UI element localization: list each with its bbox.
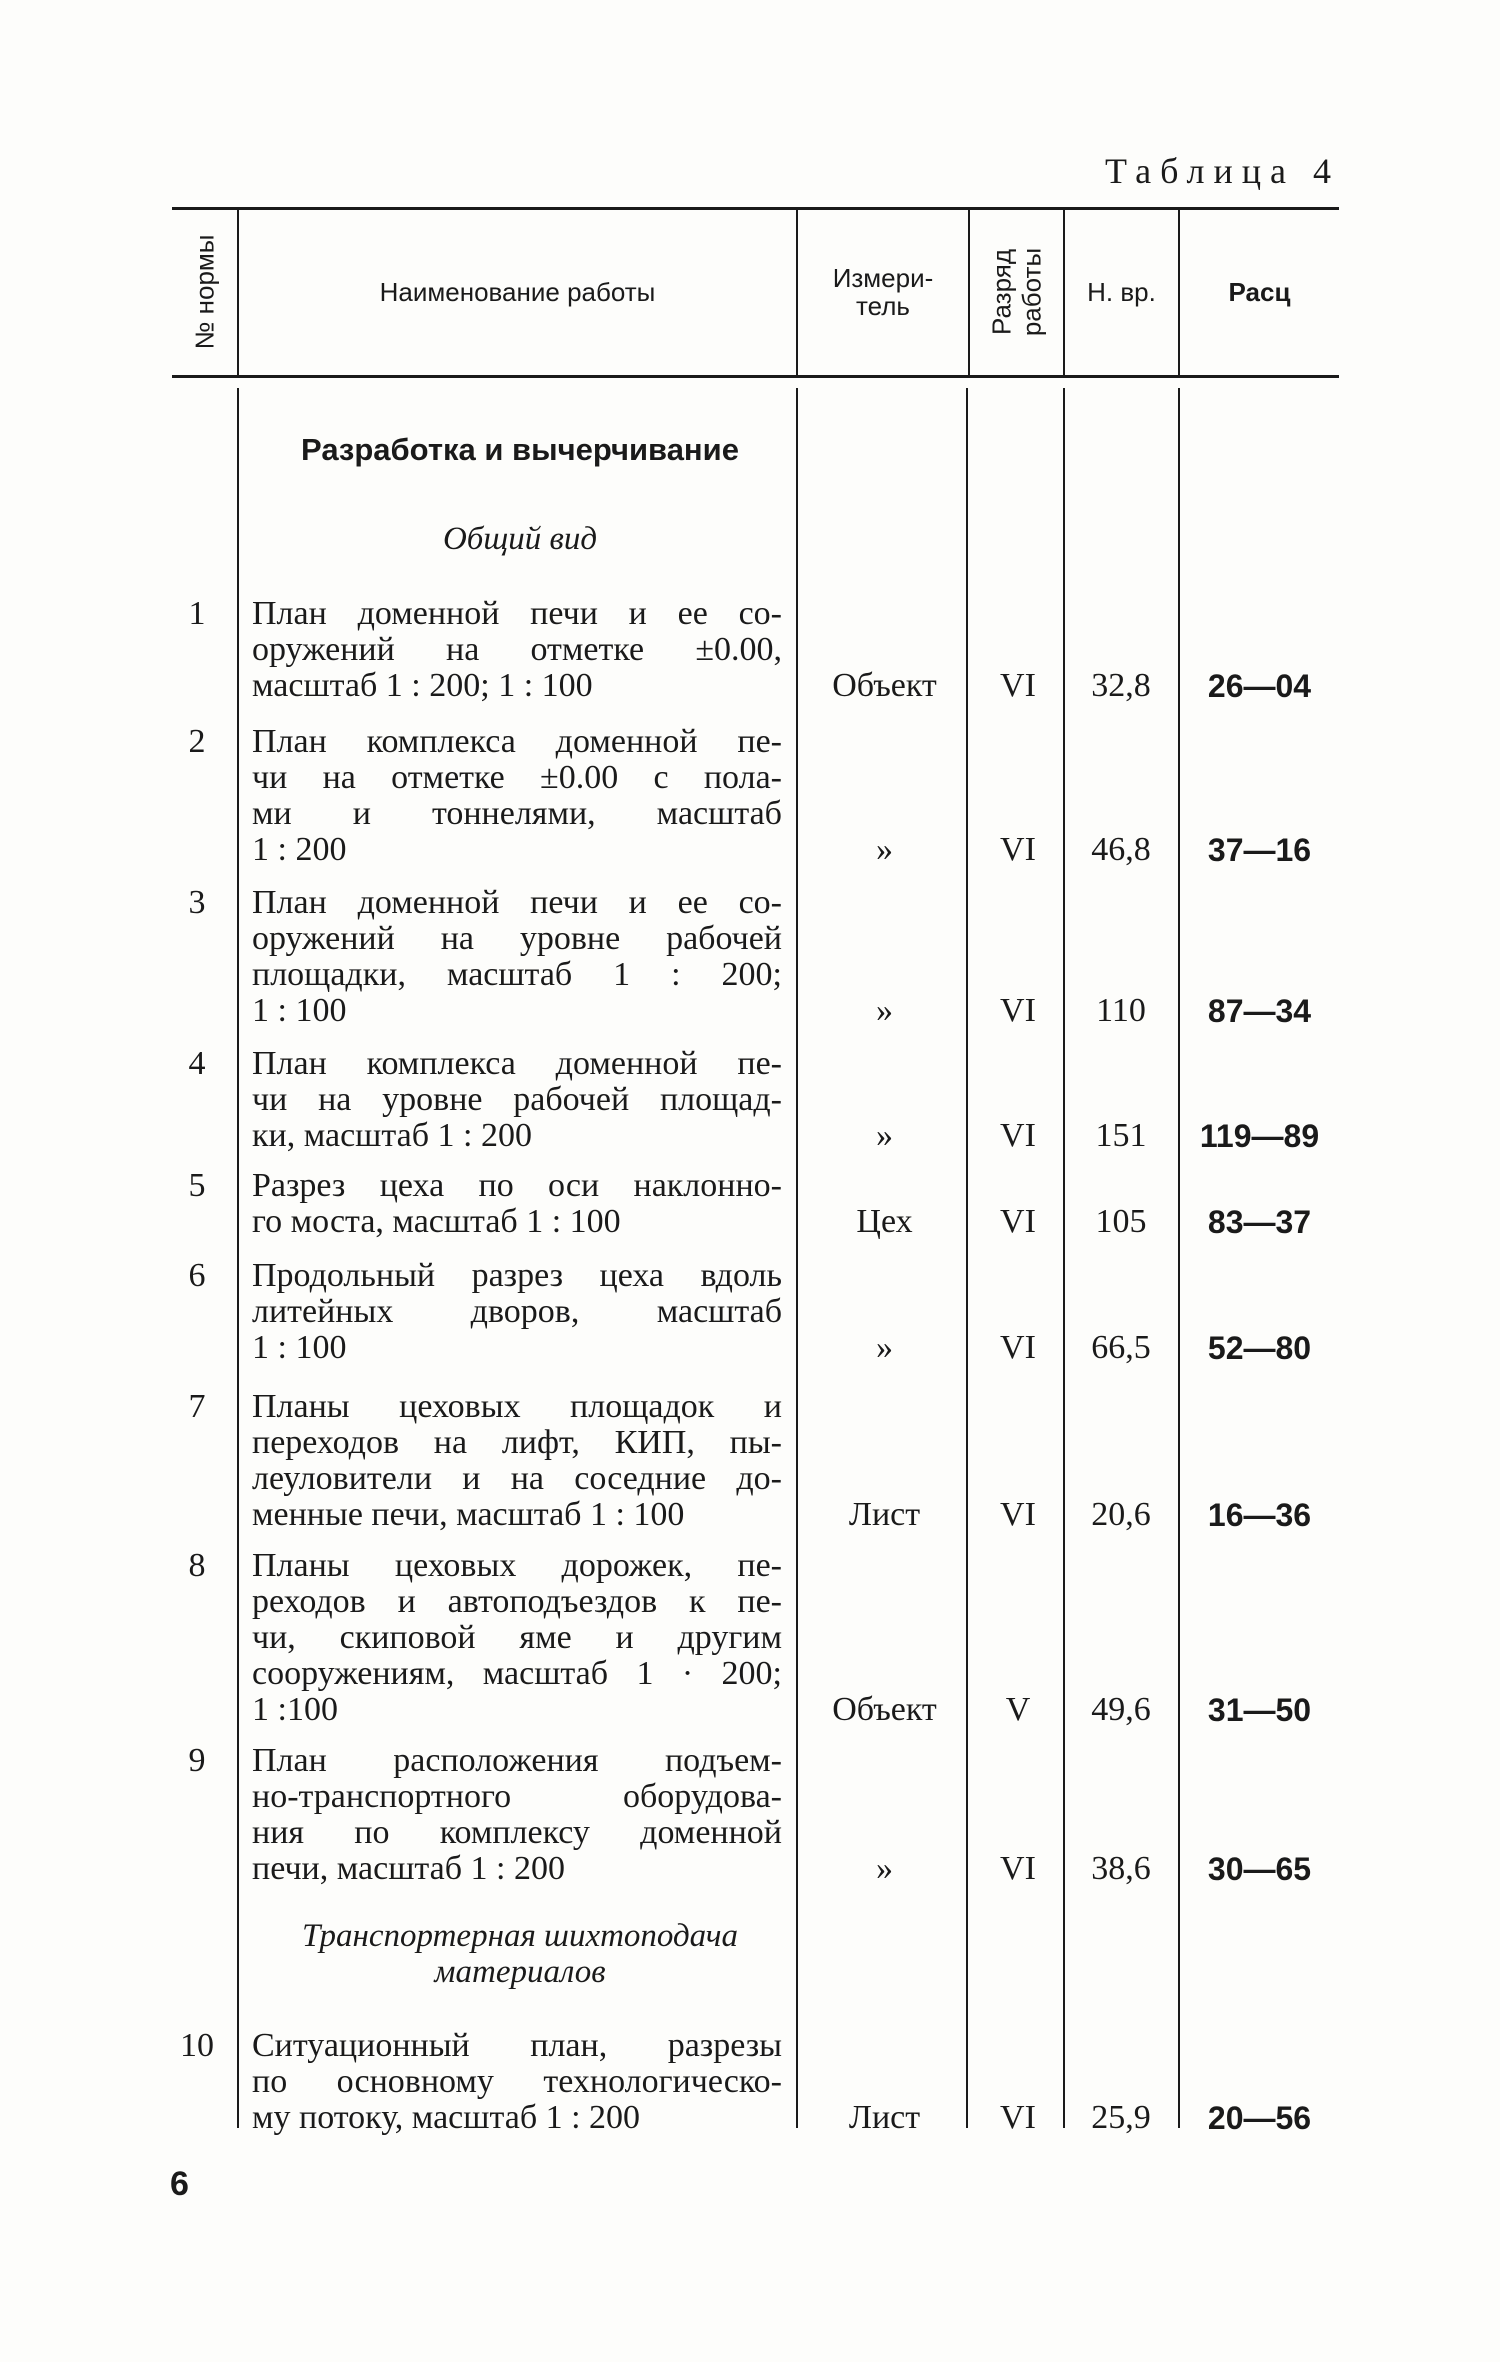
work-name-line: печи, масштаб 1 : 200: [252, 1850, 565, 1887]
work-name-line: но-транспортного оборудова-: [252, 1778, 782, 1815]
work-name-line: План доменной печи и ее со-: [252, 595, 782, 632]
rate-cell: 119—89: [1199, 1118, 1320, 1154]
rate-cell: 83—37: [1207, 1204, 1312, 1240]
norm-time-cell: 110: [1096, 992, 1146, 1029]
row-number: 4: [188, 1045, 206, 1082]
unit-cell: »: [876, 1850, 893, 1887]
rate-cell: 30—65: [1207, 1851, 1312, 1887]
work-name: [252, 885, 782, 1029]
work-name-line: сооружениям, масштаб 1 · 200;: [252, 1655, 782, 1692]
work-name-line: План доменной печи и ее со-: [252, 884, 782, 921]
grade-cell: VI: [1000, 1329, 1036, 1366]
unit-cell: Лист: [848, 2099, 921, 2136]
work-name-line: менные печи, масштаб 1 : 100: [252, 1496, 685, 1533]
unit-cell: »: [876, 831, 893, 868]
norm-time-cell: 20,6: [1091, 1496, 1151, 1533]
work-name: [252, 1389, 782, 1533]
rate-cell: 37—16: [1207, 832, 1312, 868]
subsection-title: Общий вид: [442, 521, 598, 557]
norm-time-cell: 25,9: [1091, 2099, 1151, 2136]
norm-time-cell: 151: [1095, 1117, 1147, 1154]
subsection-title: [240, 1918, 800, 1990]
work-name-line: План комплекса доменной пе-: [252, 723, 782, 760]
unit-cell: »: [876, 992, 893, 1029]
work-name-line: по основному технологическо-: [252, 2063, 782, 2100]
work-name-line: литейных дворов, масштаб: [252, 1293, 782, 1330]
grade-cell: VI: [1000, 1850, 1036, 1887]
work-name-line: План расположения подъем-: [252, 1742, 782, 1779]
unit-cell: Объект: [832, 667, 937, 704]
norm-time-cell: 46,8: [1091, 831, 1151, 868]
work-name-line: 1 :100: [252, 1691, 338, 1728]
grade-cell: VI: [1000, 1117, 1036, 1154]
unit-cell: »: [876, 1329, 893, 1366]
subsection-line: материалов: [434, 1954, 606, 1990]
work-name-line: 1 : 200: [252, 831, 347, 868]
work-name-line: Ситуационный план, разрезы: [252, 2027, 782, 2064]
work-name-line: Планы цеховых площадок и: [252, 1388, 782, 1425]
subsection-line: Транспортерная шихтоподача: [301, 1918, 738, 1954]
row-number: 9: [188, 1742, 206, 1779]
row-number: 2: [188, 723, 206, 760]
work-name-line: ми и тоннелями, масштаб: [252, 795, 782, 832]
rate-cell: 87—34: [1207, 993, 1312, 1029]
work-name: [252, 1548, 782, 1728]
work-name: [252, 596, 782, 704]
grade-cell: VI: [1000, 992, 1036, 1029]
top-rule: [172, 207, 1339, 210]
header-izm: Измери-тель: [832, 263, 934, 321]
work-name: [252, 1258, 782, 1366]
grade-cell: VI: [1000, 831, 1036, 868]
norm-time-cell: 49,6: [1091, 1691, 1151, 1728]
norm-time-cell: 105: [1095, 1203, 1147, 1240]
work-name-line: му потоку, масштаб 1 : 200: [252, 2099, 641, 2136]
work-name-line: ния по комплексу доменной: [252, 1814, 782, 1851]
work-name-line: Планы цеховых дорожек, пе-: [252, 1547, 782, 1584]
header-nvr: Н. вр.: [1087, 277, 1156, 307]
work-name-line: чи, скиповой яме и другим: [252, 1619, 782, 1656]
header-rule: [172, 375, 1339, 378]
work-name-line: го моста, масштаб 1 : 100: [252, 1203, 621, 1240]
work-name-line: Разрез цеха по оси наклонно-: [252, 1167, 782, 1204]
row-number: 3: [188, 884, 206, 921]
rate-cell: 52—80: [1207, 1330, 1312, 1366]
row-number: 7: [188, 1388, 206, 1425]
rate-cell: 20—56: [1207, 2100, 1312, 2136]
work-name: [252, 1046, 782, 1154]
row-number: 10: [180, 2027, 214, 2064]
work-name-line: чи на уровне рабочей площад-: [252, 1081, 782, 1118]
grade-cell: V: [1005, 1691, 1031, 1728]
header-name: Наименование работы: [379, 277, 656, 307]
header-num: № нормы: [189, 234, 220, 350]
work-name-line: ки, масштаб 1 : 200: [252, 1117, 532, 1154]
grade-cell: VI: [1000, 1203, 1036, 1240]
work-name-line: леуловители и на соседние до-: [252, 1460, 782, 1497]
work-name: [252, 1168, 782, 1240]
grade-cell: VI: [1000, 1496, 1036, 1533]
work-name-line: План комплекса доменной пе-: [252, 1045, 782, 1082]
work-name-line: реходов и автоподъездов к пе-: [252, 1583, 782, 1620]
header-razr: Разряд работы: [986, 247, 1047, 337]
page-number: 6: [170, 2165, 189, 2203]
unit-cell: »: [876, 1117, 893, 1154]
work-name: [252, 2028, 782, 2136]
work-name-line: оружений на уровне рабочей: [252, 920, 782, 957]
table-caption: Таблица 4: [1105, 151, 1340, 191]
rate-cell: 26—04: [1207, 668, 1312, 704]
work-name-line: 1 : 100: [252, 992, 347, 1029]
work-name-line: масштаб 1 : 200; 1 : 100: [252, 667, 593, 704]
rate-cell: 16—36: [1207, 1497, 1312, 1533]
section-title: Разработка и вычерчивание: [301, 432, 739, 467]
row-number: 5: [188, 1167, 206, 1204]
work-name-line: чи на отметке ±0.00 с пола-: [252, 759, 782, 796]
norm-time-cell: 38,6: [1091, 1850, 1151, 1887]
header-ras: Расц: [1228, 277, 1291, 307]
grade-cell: VI: [1000, 667, 1036, 704]
row-number: 8: [188, 1547, 206, 1584]
work-name-line: оружений на отметке ±0.00,: [252, 631, 782, 668]
unit-cell: Объект: [832, 1691, 937, 1728]
work-name-line: площадки, масштаб 1 : 200;: [252, 956, 782, 993]
work-name: [252, 1743, 782, 1887]
work-name-line: переходов на лифт, КИП, пы-: [252, 1424, 782, 1461]
unit-cell: Лист: [848, 1496, 921, 1533]
norm-time-cell: 32,8: [1091, 667, 1151, 704]
row-number: 6: [188, 1257, 206, 1294]
work-name-line: Продольный разрез цеха вдоль: [252, 1257, 782, 1294]
rate-cell: 31—50: [1207, 1692, 1312, 1728]
norm-time-cell: 66,5: [1091, 1329, 1151, 1366]
work-name-line: 1 : 100: [252, 1329, 347, 1366]
body-divider: [237, 388, 239, 2128]
unit-cell: Цех: [856, 1203, 913, 1240]
grade-cell: VI: [1000, 2099, 1036, 2136]
row-number: 1: [188, 595, 206, 632]
work-name: [252, 724, 782, 868]
